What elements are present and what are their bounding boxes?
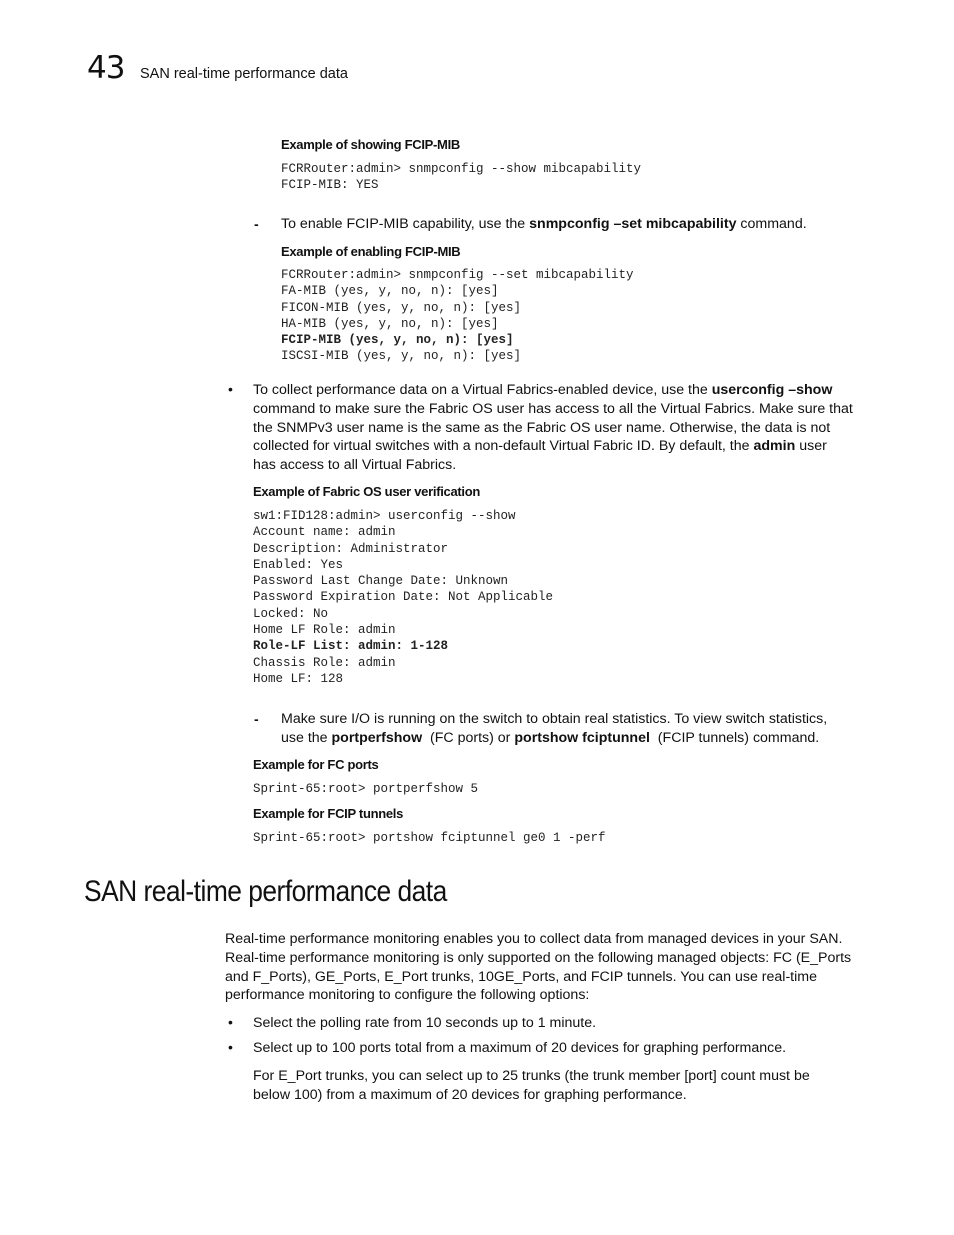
code-line: FCRRouter:admin> snmpconfig --set mibcapability <box>281 268 634 282</box>
section-heading: SAN real-time performance data <box>84 875 447 908</box>
text-line: command to make sure the Fabric OS user has access to all the Virtual Fabrics. Make sure that <box>253 400 853 417</box>
example-caption: Example for FC ports <box>253 757 379 772</box>
code-block <box>281 267 634 365</box>
code-line: FCRRouter:admin> snmpconfig --show mibcapability <box>281 162 642 176</box>
text-line: Make sure I/O is running on the switch to obtain real statistics. To view switch statistics, <box>281 711 828 727</box>
text: collected for virtual switches with a non-default Virtual Fabric ID. By default, the <box>253 438 754 455</box>
bullet-paragraph <box>253 381 853 475</box>
text-line: performance monitoring to configure the following options: <box>225 987 590 1004</box>
text: To enable FCIP-MIB capability, use the <box>281 216 530 232</box>
command-name: portperfshow <box>331 729 423 746</box>
text: To collect performance data on a Virtual Fabrics-enabled device, use the <box>253 382 712 398</box>
code-line: Sprint-65:root> portperfshow 5 <box>253 782 479 796</box>
code-line-bold: Role-LF List: admin: 1-128 <box>253 639 449 654</box>
code-line: sw1:FID128:admin> userconfig --show <box>253 509 516 523</box>
code-line: FA-MIB (yes, y, no, n): [yes] <box>281 284 499 299</box>
text: user <box>795 438 827 455</box>
text-line: and F_Ports), GE_Ports, E_Port trunks, 10GE_Ports, and FCIP tunnels. You can use real-time <box>225 968 817 985</box>
text-line <box>253 381 853 400</box>
code-block <box>281 161 641 194</box>
example-caption: Example of showing FCIP-MIB <box>281 137 460 152</box>
bullet-text: Select the polling rate from 10 seconds up to 1 minute. <box>253 1015 597 1031</box>
code-line: FICON-MIB (yes, y, no, n): [yes] <box>281 300 522 315</box>
text-line: below 100) from a maximum of 20 devices for graphing performance. <box>253 1086 687 1103</box>
dash-marker: - <box>254 711 259 727</box>
code-line: ISCSI-MIB (yes, y, no, n): [yes] <box>281 349 522 364</box>
dash-item-text <box>281 215 807 234</box>
text: (FC ports) or <box>422 729 515 746</box>
code-line: Description: Administrator <box>253 541 449 556</box>
text-line <box>281 729 827 748</box>
code-block <box>253 508 553 687</box>
text: command. <box>736 216 807 232</box>
code-line: FCIP-MIB: YES <box>281 178 379 193</box>
code-line-bold: FCIP-MIB (yes, y, no, n): [yes] <box>281 333 514 348</box>
bullet-marker: • <box>228 1014 233 1030</box>
code-line: Home LF: 128 <box>253 671 344 686</box>
command-name: admin <box>753 438 796 455</box>
text: (FCIP tunnels) command. <box>649 729 820 746</box>
bullet-marker: • <box>228 1039 233 1055</box>
bullet-subparagraph <box>253 1067 810 1105</box>
example-caption: Example for FCIP tunnels <box>253 806 404 821</box>
command-name: userconfig –show <box>711 382 833 398</box>
command-name: snmpconfig –set mibcapability <box>529 216 737 232</box>
example-caption: Example of Fabric OS user verification <box>253 484 481 499</box>
bullet-text: Select up to 100 ports total from a maximum of 20 devices for graphing performance. <box>253 1040 787 1056</box>
text-line <box>253 437 853 456</box>
chapter-number: 43 <box>87 50 125 86</box>
code-line: Enabled: Yes <box>253 557 344 572</box>
text-line: Real-time performance monitoring enables you to collect data from managed devices in your SAN. <box>225 931 843 947</box>
section-paragraph <box>225 930 851 1005</box>
code-line: HA-MIB (yes, y, no, n): [yes] <box>281 316 499 331</box>
code-line: Chassis Role: admin <box>253 655 396 670</box>
text-line: Real-time performance monitoring is only supported on the following managed objects: FC (E_Ports <box>225 949 852 966</box>
chapter-title: SAN real-time performance data <box>140 66 348 82</box>
code-line: Password Expiration Date: Not Applicable <box>253 590 554 605</box>
text: use the <box>281 729 332 746</box>
code-line: Password Last Change Date: Unknown <box>253 574 509 589</box>
code-line: Home LF Role: admin <box>253 623 396 638</box>
code-line: Locked: No <box>253 606 329 621</box>
bullet-marker: • <box>228 381 233 397</box>
text-line: has access to all Virtual Fabrics. <box>253 457 457 474</box>
dash-marker: - <box>254 216 259 232</box>
dash-item-text <box>281 710 827 748</box>
code-line: Account name: admin <box>253 525 396 540</box>
code-line: Sprint-65:root> portshow fciptunnel ge0 1 -perf <box>253 831 606 845</box>
example-caption: Example of enabling FCIP-MIB <box>281 244 461 259</box>
text-line: For E_Port trunks, you can select up to 25 trunks (the trunk member [port] count must be <box>253 1068 810 1084</box>
command-name: portshow fciptunnel <box>514 729 650 746</box>
text-line: the SNMPv3 user name is the same as the Fabric OS user name. Otherwise, the data is not <box>253 419 831 436</box>
